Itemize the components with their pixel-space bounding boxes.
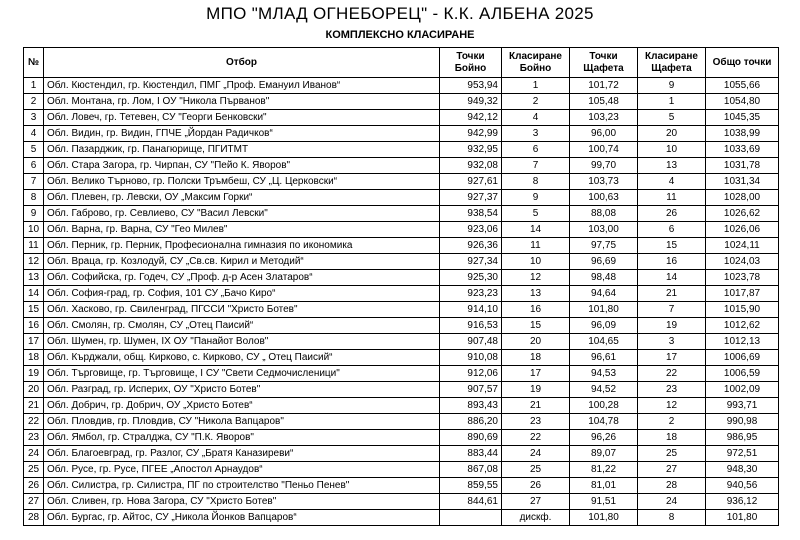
cell-num: 4 [24,126,44,142]
cell-points-relay: 105,48 [570,94,638,110]
cell-points-combat: 867,08 [440,462,502,478]
table-row [24,510,779,526]
cell-rank-relay: 13 [638,158,706,174]
cell-rank-relay: 11 [638,190,706,206]
cell-total: 1055,66 [706,78,779,94]
cell-team: Обл. Стара Загора, гр. Чирпан, СУ "Пейо К. Яворов" [44,158,440,174]
cell-points-combat: 926,36 [440,238,502,254]
cell-total: 1033,69 [706,142,779,158]
table-row [24,398,779,414]
cell-points-relay: 101,72 [570,78,638,94]
cell-points-combat: 912,06 [440,366,502,382]
cell-rank-combat: 1 [502,78,570,94]
cell-rank-combat: 26 [502,478,570,494]
table-body [24,78,779,526]
header-points-relay-line1: Точки [589,50,618,62]
cell-team: Обл. Сливен, гр. Нова Загора, СУ "Христо Ботев" [44,494,440,510]
header-rank-relay-line2: Щафета [651,62,692,74]
cell-rank-relay: 18 [638,430,706,446]
cell-points-relay: 98,48 [570,270,638,286]
cell-rank-combat: 14 [502,222,570,238]
cell-team: Обл. Велико Търново, гр. Полски Тръмбеш, СУ „Ц. Церковски“ [44,174,440,190]
cell-rank-combat: 19 [502,382,570,398]
cell-rank-combat: 20 [502,334,570,350]
cell-points-relay: 94,64 [570,286,638,302]
cell-rank-combat: 11 [502,238,570,254]
cell-rank-relay: 14 [638,270,706,286]
cell-points-relay: 101,80 [570,302,638,318]
cell-points-relay: 104,65 [570,334,638,350]
cell-rank-relay: 19 [638,318,706,334]
cell-team: Обл. Шумен, гр. Шумен, IX ОУ "Панайот Волов" [44,334,440,350]
cell-points-relay: 103,73 [570,174,638,190]
cell-points-relay: 100,28 [570,398,638,414]
table-row [24,462,779,478]
cell-team: Обл. Монтана, гр. Лом, I ОУ "Никола Първанов" [44,94,440,110]
cell-rank-combat: 3 [502,126,570,142]
cell-points-relay: 89,07 [570,446,638,462]
cell-points-relay: 96,26 [570,430,638,446]
cell-rank-combat: 21 [502,398,570,414]
cell-points-relay: 99,70 [570,158,638,174]
cell-rank-combat: 18 [502,350,570,366]
cell-num: 9 [24,206,44,222]
cell-points-combat: 914,10 [440,302,502,318]
cell-num: 25 [24,462,44,478]
cell-rank-combat: 13 [502,286,570,302]
cell-num: 24 [24,446,44,462]
cell-rank-relay: 2 [638,414,706,430]
header-points-relay-line2: Щафета [583,62,624,74]
cell-num: 8 [24,190,44,206]
table-row [24,430,779,446]
cell-team: Обл. Кюстендил, гр. Кюстендил, ПМГ „Проф. Емануил Иванов“ [44,78,440,94]
cell-rank-combat: 10 [502,254,570,270]
cell-points-relay: 81,22 [570,462,638,478]
cell-points-combat: 893,43 [440,398,502,414]
table-row [24,158,779,174]
cell-points-combat: 923,23 [440,286,502,302]
cell-num: 18 [24,350,44,366]
cell-rank-relay: 28 [638,478,706,494]
cell-points-combat: 923,06 [440,222,502,238]
cell-num: 21 [24,398,44,414]
cell-total: 1045,35 [706,110,779,126]
cell-points-combat: 938,54 [440,206,502,222]
cell-num: 2 [24,94,44,110]
ranking-table [23,47,779,526]
cell-total: 1024,03 [706,254,779,270]
cell-rank-relay: 24 [638,494,706,510]
header-rank-combat-line2: Бойно [519,62,552,74]
header-rank-relay [638,48,706,78]
header-points-combat [440,48,502,78]
cell-rank-relay: 22 [638,366,706,382]
cell-points-combat: 925,30 [440,270,502,286]
cell-total: 993,71 [706,398,779,414]
cell-total: 1017,87 [706,286,779,302]
cell-team: Обл. Перник, гр. Перник, Професионална гимназия по икономика [44,238,440,254]
cell-points-relay: 104,78 [570,414,638,430]
cell-rank-relay: 27 [638,462,706,478]
table-row [24,94,779,110]
cell-total: 1031,78 [706,158,779,174]
cell-rank-relay: 12 [638,398,706,414]
table-row [24,206,779,222]
table-row [24,334,779,350]
cell-rank-relay: 15 [638,238,706,254]
table-header-row [24,48,779,78]
cell-team: Обл. София-град, гр. София, 101 СУ „Бачо Киро“ [44,286,440,302]
cell-total: 936,12 [706,494,779,510]
cell-team: Обл. Варна, гр. Варна, СУ "Гео Милев" [44,222,440,238]
cell-team: Обл. Пазарджик, гр. Панагюрище, ПГИТМТ [44,142,440,158]
cell-points-relay: 91,51 [570,494,638,510]
table-row [24,414,779,430]
cell-total: 948,30 [706,462,779,478]
cell-team: Обл. Враца, гр. Козлодуй, СУ „Св.св. Кирил и Методий“ [44,254,440,270]
cell-rank-relay: 23 [638,382,706,398]
cell-rank-combat: 12 [502,270,570,286]
cell-rank-combat: 15 [502,318,570,334]
table-row [24,254,779,270]
table-row [24,190,779,206]
cell-rank-relay: 1 [638,94,706,110]
cell-points-relay: 103,00 [570,222,638,238]
cell-points-relay: 100,63 [570,190,638,206]
cell-total: 101,80 [706,510,779,526]
cell-total: 1012,13 [706,334,779,350]
cell-num: 19 [24,366,44,382]
cell-points-combat: 890,69 [440,430,502,446]
cell-total: 1028,00 [706,190,779,206]
cell-points-combat: 942,99 [440,126,502,142]
cell-points-combat: 886,20 [440,414,502,430]
cell-rank-relay: 16 [638,254,706,270]
table-row [24,478,779,494]
cell-team: Обл. Русе, гр. Русе, ПГЕЕ „Апостол Арнаудов“ [44,462,440,478]
cell-team: Обл. Пловдив, гр. Пловдив, СУ "Никола Вапцаров" [44,414,440,430]
cell-rank-relay: 25 [638,446,706,462]
cell-num: 22 [24,414,44,430]
cell-points-combat: 953,94 [440,78,502,94]
cell-total: 990,98 [706,414,779,430]
cell-rank-combat: 6 [502,142,570,158]
cell-rank-combat: 4 [502,110,570,126]
cell-total: 1023,78 [706,270,779,286]
header-points-combat-line2: Бойно [454,62,487,74]
table-row [24,302,779,318]
cell-total: 1015,90 [706,302,779,318]
table-row [24,350,779,366]
table-row [24,142,779,158]
table-row [24,318,779,334]
cell-points-relay: 81,01 [570,478,638,494]
cell-points-combat: 844,61 [440,494,502,510]
cell-num: 16 [24,318,44,334]
cell-num: 13 [24,270,44,286]
cell-total: 986,95 [706,430,779,446]
cell-team: Обл. Смолян, гр. Смолян, СУ „Отец Паисий“ [44,318,440,334]
header-rank-relay-line1: Класиране [645,50,698,62]
header-total: Общо точки [706,48,779,78]
cell-points-combat: 942,12 [440,110,502,126]
cell-rank-relay: 6 [638,222,706,238]
cell-num: 5 [24,142,44,158]
cell-rank-relay: 17 [638,350,706,366]
cell-team: Обл. Габрово, гр. Севлиево, СУ "Васил Левски" [44,206,440,222]
cell-rank-combat: 8 [502,174,570,190]
cell-points-combat: 932,08 [440,158,502,174]
cell-rank-relay: 9 [638,78,706,94]
cell-points-combat: 907,48 [440,334,502,350]
table-row [24,78,779,94]
cell-rank-relay: 8 [638,510,706,526]
cell-rank-relay: 3 [638,334,706,350]
cell-num: 1 [24,78,44,94]
cell-num: 12 [24,254,44,270]
cell-points-combat: 927,34 [440,254,502,270]
cell-rank-combat: 2 [502,94,570,110]
cell-points-relay: 94,53 [570,366,638,382]
cell-total: 1054,80 [706,94,779,110]
cell-num: 15 [24,302,44,318]
cell-points-combat: 949,32 [440,94,502,110]
cell-points-relay: 96,61 [570,350,638,366]
table-row [24,382,779,398]
cell-total: 940,56 [706,478,779,494]
cell-num: 27 [24,494,44,510]
cell-num: 17 [24,334,44,350]
cell-points-combat: 907,57 [440,382,502,398]
cell-points-relay: 88,08 [570,206,638,222]
header-points-combat-line1: Точки [456,50,485,62]
cell-points-combat: 916,53 [440,318,502,334]
cell-points-relay: 96,69 [570,254,638,270]
cell-team: Обл. Хасково, гр. Свиленград, ПГССИ "Христо Ботев" [44,302,440,318]
cell-points-relay: 101,80 [570,510,638,526]
cell-team: Обл. Добрич, гр. Добрич, ОУ „Христо Ботев“ [44,398,440,414]
cell-total: 1026,62 [706,206,779,222]
table-row [24,222,779,238]
cell-team: Обл. Кърджали, общ. Кирково, с. Кирково, СУ „ Отец Паисий“ [44,350,440,366]
table-row [24,286,779,302]
cell-rank-combat: 24 [502,446,570,462]
cell-team: Обл. Бургас, гр. Айтос, СУ „Никола Йонков Вапцаров“ [44,510,440,526]
cell-num: 6 [24,158,44,174]
cell-rank-relay: 7 [638,302,706,318]
cell-rank-relay: 21 [638,286,706,302]
cell-points-combat [440,510,502,526]
cell-num: 14 [24,286,44,302]
cell-points-combat: 883,44 [440,446,502,462]
cell-rank-relay: 10 [638,142,706,158]
cell-total: 1012,62 [706,318,779,334]
cell-team: Обл. Ямбол, гр. Стралджа, СУ "П.К. Яворов" [44,430,440,446]
cell-points-relay: 94,52 [570,382,638,398]
cell-team: Обл. Разград, гр. Исперих, ОУ "Христо Ботев" [44,382,440,398]
cell-num: 26 [24,478,44,494]
cell-total: 1026,06 [706,222,779,238]
header-num: № [24,48,44,78]
header-team: Отбор [44,48,440,78]
cell-rank-combat: 27 [502,494,570,510]
table-row [24,238,779,254]
cell-team: Обл. Силистра, гр. Силистра, ПГ по строителство "Пеньо Пенев" [44,478,440,494]
cell-rank-combat: 17 [502,366,570,382]
cell-team: Обл. Ловеч, гр. Тетевен, СУ "Георги Бенковски" [44,110,440,126]
cell-num: 28 [24,510,44,526]
cell-points-combat: 927,37 [440,190,502,206]
cell-points-combat: 859,55 [440,478,502,494]
page-subtitle: КОМПЛЕКСНО КЛАСИРАНЕ [325,29,475,41]
cell-team: Обл. Търговище, гр. Търговище, I СУ "Свети Седмочисленици" [44,366,440,382]
table-row [24,494,779,510]
cell-total: 1006,69 [706,350,779,366]
cell-team: Обл. Видин, гр. Видин, ГПЧЕ „Йордан Радичков“ [44,126,440,142]
cell-points-relay: 96,00 [570,126,638,142]
cell-num: 10 [24,222,44,238]
table-row [24,174,779,190]
table-row [24,126,779,142]
cell-rank-relay: 5 [638,110,706,126]
cell-rank-combat: 5 [502,206,570,222]
header-points-relay [570,48,638,78]
cell-num: 7 [24,174,44,190]
cell-num: 20 [24,382,44,398]
cell-points-relay: 100,74 [570,142,638,158]
table-row [24,446,779,462]
cell-total: 1024,11 [706,238,779,254]
table-row [24,110,779,126]
cell-num: 23 [24,430,44,446]
cell-rank-combat: 16 [502,302,570,318]
cell-team: Обл. Софийска, гр. Годеч, СУ „Проф. д-р Асен Златаров“ [44,270,440,286]
table-row [24,270,779,286]
cell-total: 1002,09 [706,382,779,398]
cell-num: 3 [24,110,44,126]
cell-team: Обл. Плевен, гр. Левски, ОУ „Максим Горки“ [44,190,440,206]
cell-points-combat: 932,95 [440,142,502,158]
cell-rank-combat: 25 [502,462,570,478]
table-row [24,366,779,382]
cell-rank-combat: 9 [502,190,570,206]
cell-rank-combat: 22 [502,430,570,446]
cell-points-relay: 103,23 [570,110,638,126]
cell-rank-combat: дискф. [502,510,570,526]
cell-rank-combat: 23 [502,414,570,430]
header-rank-combat-line1: Класиране [509,50,562,62]
cell-total: 972,51 [706,446,779,462]
cell-rank-relay: 4 [638,174,706,190]
cell-points-relay: 96,09 [570,318,638,334]
cell-total: 1038,99 [706,126,779,142]
cell-rank-relay: 26 [638,206,706,222]
cell-total: 1006,59 [706,366,779,382]
cell-points-combat: 910,08 [440,350,502,366]
cell-num: 11 [24,238,44,254]
page-title: МПО "МЛАД ОГНЕБОРЕЦ" - К.К. АЛБЕНА 2025 [206,4,594,23]
header-rank-combat [502,48,570,78]
cell-rank-relay: 20 [638,126,706,142]
cell-total: 1031,34 [706,174,779,190]
cell-points-combat: 927,61 [440,174,502,190]
cell-points-relay: 97,75 [570,238,638,254]
cell-rank-combat: 7 [502,158,570,174]
cell-team: Обл. Благоевград, гр. Разлог, СУ „Братя Каназиреви“ [44,446,440,462]
